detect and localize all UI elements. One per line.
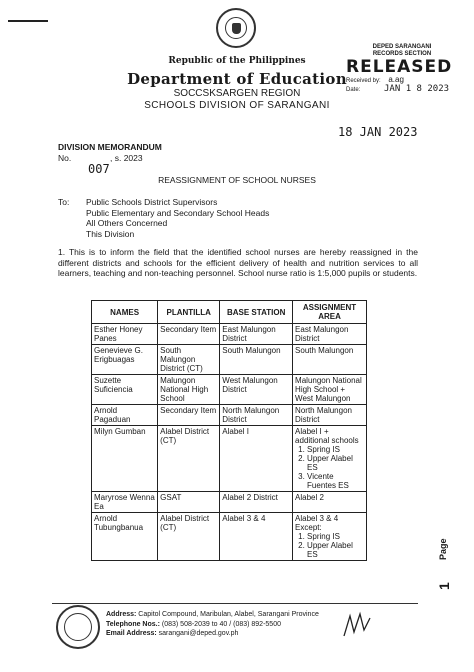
cell-name-text: Arnold Pagaduan <box>94 406 131 424</box>
stamp-received-value: a.ag <box>388 75 404 84</box>
cell-plantilla <box>158 375 220 405</box>
cell-base-station <box>220 405 293 426</box>
stamp-office: DEPED SARANGANI <box>372 44 432 50</box>
page-number: 1 <box>436 582 452 590</box>
cell-plantilla <box>158 492 220 513</box>
footer-seal-icon <box>56 605 100 649</box>
recipient: Public Schools District Supervisors <box>86 197 218 207</box>
table-row <box>92 324 367 345</box>
date-stamp: 18 JAN 2023 <box>338 125 418 139</box>
cell-assignment-area-text: Alabel 2 <box>295 493 324 502</box>
cell-assignment-area <box>293 405 367 426</box>
cell-name-text: Milyn Gumban <box>94 427 146 436</box>
cell-base-station-text: South Malungon <box>222 346 281 355</box>
cell-name-text: Maryrose Wenna Ea <box>94 493 155 511</box>
republic-line: Republic of the Philippines <box>168 56 306 66</box>
cell-assignment-area <box>293 426 367 492</box>
table-header-row <box>92 301 367 324</box>
cell-plantilla <box>158 345 220 375</box>
cell-assignment-area-text: North Malungon District <box>295 406 352 424</box>
cell-plantilla-text: Malungon National High School <box>160 376 209 403</box>
cell-base-station-text: North Malungon District <box>222 406 280 424</box>
header-base-station: BASE STATION <box>220 301 293 324</box>
memo-title: DIVISION MEMORANDUM <box>58 142 162 152</box>
memo-subject: REASSIGNMENT OF SCHOOL NURSES <box>158 175 316 185</box>
nurse-assignment-table <box>91 300 367 561</box>
school-list <box>295 532 364 559</box>
cell-assignment-area-text: East Malungon District <box>295 325 349 343</box>
cell-assignment-area <box>293 375 367 405</box>
email-label: Email Address: <box>106 630 157 637</box>
division-line: SCHOOLS DIVISION OF SARANGANI <box>144 100 330 111</box>
cell-base-station <box>220 345 293 375</box>
cell-base-station-text: West Malungon District <box>222 376 278 394</box>
cell-name <box>92 405 158 426</box>
cell-base-station-text: East Malungon District <box>222 325 276 343</box>
margin-mark <box>8 20 48 22</box>
header-names: NAMES <box>92 301 158 324</box>
recipient: Public Elementary and Secondary School Heads <box>86 207 270 218</box>
cell-name <box>92 426 158 492</box>
recipient-list <box>86 197 269 239</box>
to-label: To: <box>58 197 70 207</box>
cell-plantilla-text: Secondary Item <box>160 325 217 334</box>
cell-plantilla-text: Secondary Item <box>160 406 217 415</box>
phone-label: Telephone Nos.: <box>106 620 160 628</box>
cell-assignment-area <box>293 345 367 375</box>
cell-base-station <box>220 513 293 561</box>
cell-name <box>92 345 158 375</box>
footer-contact <box>106 610 319 639</box>
cell-base-station-text: Alabel 3 & 4 <box>222 514 266 523</box>
memo-number: 007 <box>88 162 110 176</box>
cell-name <box>92 492 158 513</box>
memo-no-label: No. <box>58 153 72 163</box>
school-list-item: 2. Upper Alabel ES <box>307 541 364 559</box>
cell-plantilla <box>158 324 220 345</box>
released-stamp <box>346 44 458 94</box>
page-label: Page <box>438 538 448 560</box>
cell-name <box>92 375 158 405</box>
stamp-status: RELEASED <box>346 57 453 77</box>
cell-assignment-area-text: Malungon National High School + West Malungon <box>295 376 362 403</box>
stamp-received-label: Received by: <box>346 78 381 84</box>
school-list-item: 1. Spring IS <box>307 445 364 454</box>
cell-plantilla-text: Alabel District (CT) <box>160 427 210 445</box>
header-assignment-area: ASSIGNMENT AREA <box>293 301 367 324</box>
cell-name <box>92 324 158 345</box>
cell-name-text: Esther Honey Panes <box>94 325 143 343</box>
table-row <box>92 405 367 426</box>
footer-divider <box>52 603 418 604</box>
cell-name-text: Arnold Tubungbanua <box>94 514 144 532</box>
stamp-date-value: JAN 1 8 2023 <box>384 84 450 94</box>
table-row <box>92 513 367 561</box>
cell-plantilla <box>158 405 220 426</box>
table-row <box>92 375 367 405</box>
school-list-item: 3. Vicente Fuentes ES <box>307 472 364 490</box>
stamp-section: RECORDS SECTION <box>372 51 432 57</box>
cell-assignment-area-text: Alabel I + additional schools <box>295 427 359 445</box>
cell-base-station <box>220 492 293 513</box>
cell-assignment-area <box>293 492 367 513</box>
table-row <box>92 345 367 375</box>
cell-plantilla-text: Alabel District (CT) <box>160 514 210 532</box>
cell-base-station-text: Alabel I <box>222 427 249 436</box>
table-row <box>92 492 367 513</box>
header-plantilla: PLANTILLA <box>158 301 220 324</box>
signature-icon <box>340 610 374 640</box>
cell-assignment-area <box>293 324 367 345</box>
cell-assignment-area-text: Alabel 3 & 4 Except: <box>295 514 339 532</box>
cell-base-station <box>220 426 293 492</box>
address-value: Capitol Compound, Maribulan, Alabel, Sarangani Province <box>138 611 319 618</box>
table-row <box>92 426 367 492</box>
cell-plantilla <box>158 426 220 492</box>
cell-base-station <box>220 324 293 345</box>
phone-value: (083) 508-2039 to 40 / (083) 892-5500 <box>161 620 281 628</box>
region-line: SOCCSKSARGEN REGION <box>173 88 301 99</box>
stamp-date-label: Date: <box>346 87 361 93</box>
email-value: sarangani@deped.gov.ph <box>158 630 239 637</box>
address-label: Address: <box>106 611 137 618</box>
body-paragraph: 1. This is to inform the field that the identified school nurses are hereby reassigned in the different districts and schools for the efficient delivery of health and nutrition services to all learners, teaching and non-teaching personnel. School nurse ratio is 1:5,000 pupils or students. <box>58 247 418 278</box>
cell-name-text: Suzette Suficiencia <box>94 376 133 394</box>
cell-name <box>92 513 158 561</box>
cell-base-station-text: Alabel 2 District <box>222 493 278 502</box>
memo-series: , s. 2023 <box>110 153 143 163</box>
cell-plantilla-text: South Malungon District (CT) <box>160 346 203 373</box>
recipient: This Division <box>86 228 135 239</box>
school-list-item: 1. Spring IS <box>307 532 364 541</box>
cell-plantilla <box>158 513 220 561</box>
school-list <box>295 445 364 490</box>
cell-base-station <box>220 375 293 405</box>
department-title: Department of Education <box>127 70 347 88</box>
cell-assignment-area-text: South Malungon <box>295 346 354 355</box>
school-list-item: 2. Upper Alabel ES <box>307 454 364 472</box>
recipient: All Others Concerned <box>86 218 168 228</box>
cell-assignment-area <box>293 513 367 561</box>
cell-name-text: Genevieve G. Erigbuagas <box>94 346 143 364</box>
cell-plantilla-text: GSAT <box>160 493 182 502</box>
deped-seal-icon <box>216 8 256 48</box>
